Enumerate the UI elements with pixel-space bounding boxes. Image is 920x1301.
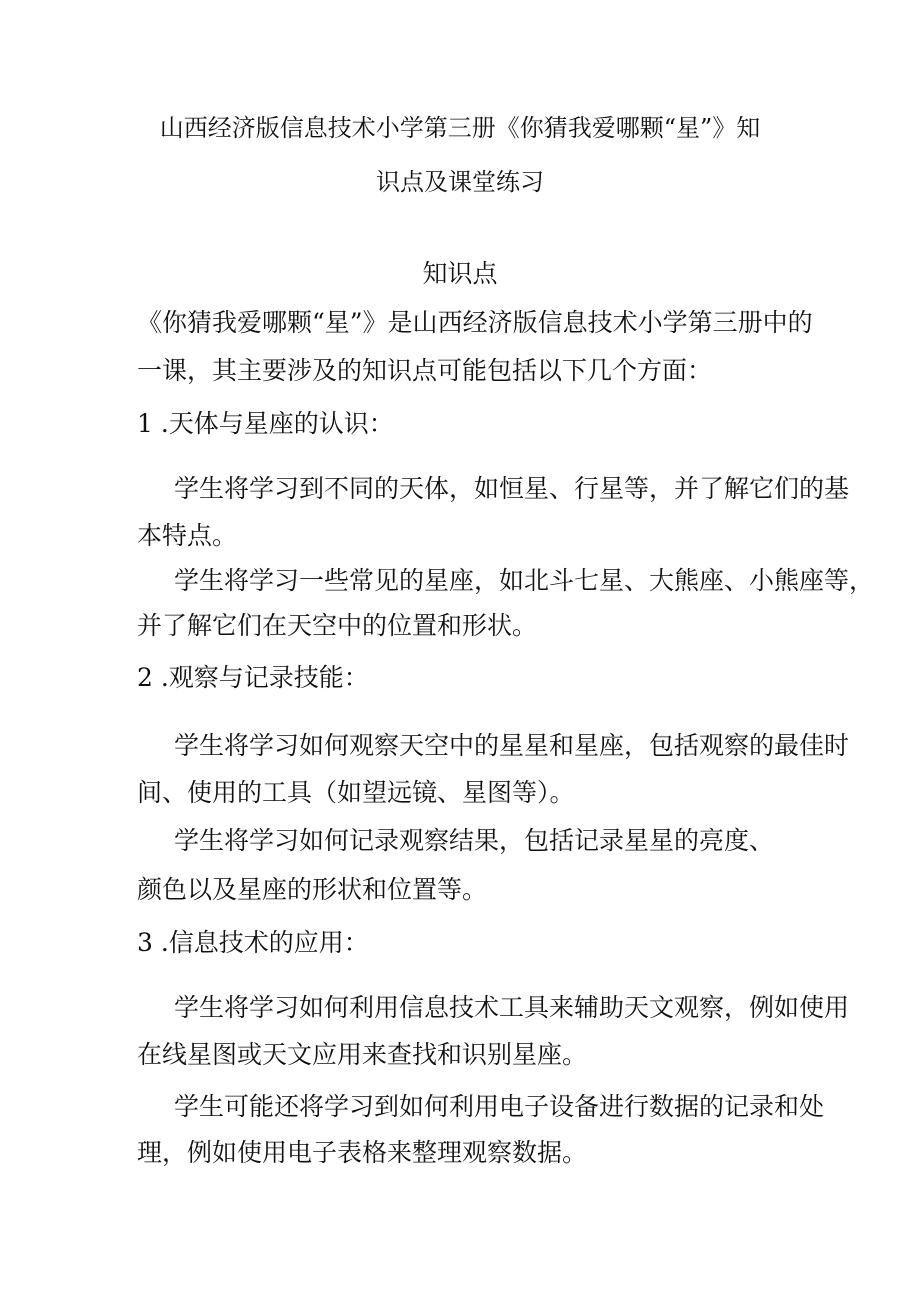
item-3-paragraph-2-line-1: 学生可能还将学习到如何利用电子设备进行数据的记录和处 bbox=[174, 1092, 825, 1121]
document-title-line-1: 山西经济版信息技术小学第三册《你猜我爱哪颗“星”》知 bbox=[159, 114, 761, 142]
item-2-paragraph-1-line-1: 学生将学习如何观察天空中的星星和星座，包括观察的最佳时 bbox=[174, 731, 850, 760]
item-3-paragraph-1-line-1: 学生将学习如何利用信息技术工具来辅助天文观察，例如使用 bbox=[174, 993, 850, 1022]
item-2-heading: 2 .观察与记录技能： bbox=[137, 663, 369, 692]
item-2-paragraph-1-line-2: 间、使用的工具（如望远镜、星图等）。 bbox=[137, 778, 575, 807]
item-3-paragraph-2-line-2: 理，例如使用电子表格来整理观察数据。 bbox=[137, 1138, 588, 1167]
item-2-paragraph-2-line-2: 颜色以及星座的形状和位置等。 bbox=[137, 875, 488, 904]
item-1-paragraph-2-line-1: 学生将学习一些常见的星座，如北斗七星、大熊座、小熊座等， bbox=[174, 566, 875, 595]
item-3-heading: 3 .信息技术的应用： bbox=[137, 928, 369, 957]
item-2-paragraph-2-line-1: 学生将学习如何记录观察结果，包括记录星星的亮度、 bbox=[174, 826, 775, 855]
item-3-paragraph-1-line-2: 在线星图或天文应用来查找和识别星座。 bbox=[137, 1040, 588, 1069]
item-1-paragraph-1-line-2: 本特点。 bbox=[137, 521, 238, 550]
item-1-heading: 1 .天体与星座的认识： bbox=[137, 409, 394, 438]
document-title-line-2: 识点及课堂练习 bbox=[376, 168, 544, 196]
section-heading: 知识点 bbox=[422, 259, 498, 288]
intro-line-2: 一课，其主要涉及的知识点可能包括以下几个方面： bbox=[137, 356, 713, 385]
item-1-paragraph-2-line-2: 并了解它们在天空中的位置和形状。 bbox=[137, 611, 538, 640]
item-1-paragraph-1-line-1: 学生将学习到不同的天体，如恒星、行星等，并了解它们的基 bbox=[174, 474, 850, 503]
intro-line-1: 《你猜我爱哪颗“星”》是山西经济版信息技术小学第三册中的 bbox=[137, 308, 813, 337]
